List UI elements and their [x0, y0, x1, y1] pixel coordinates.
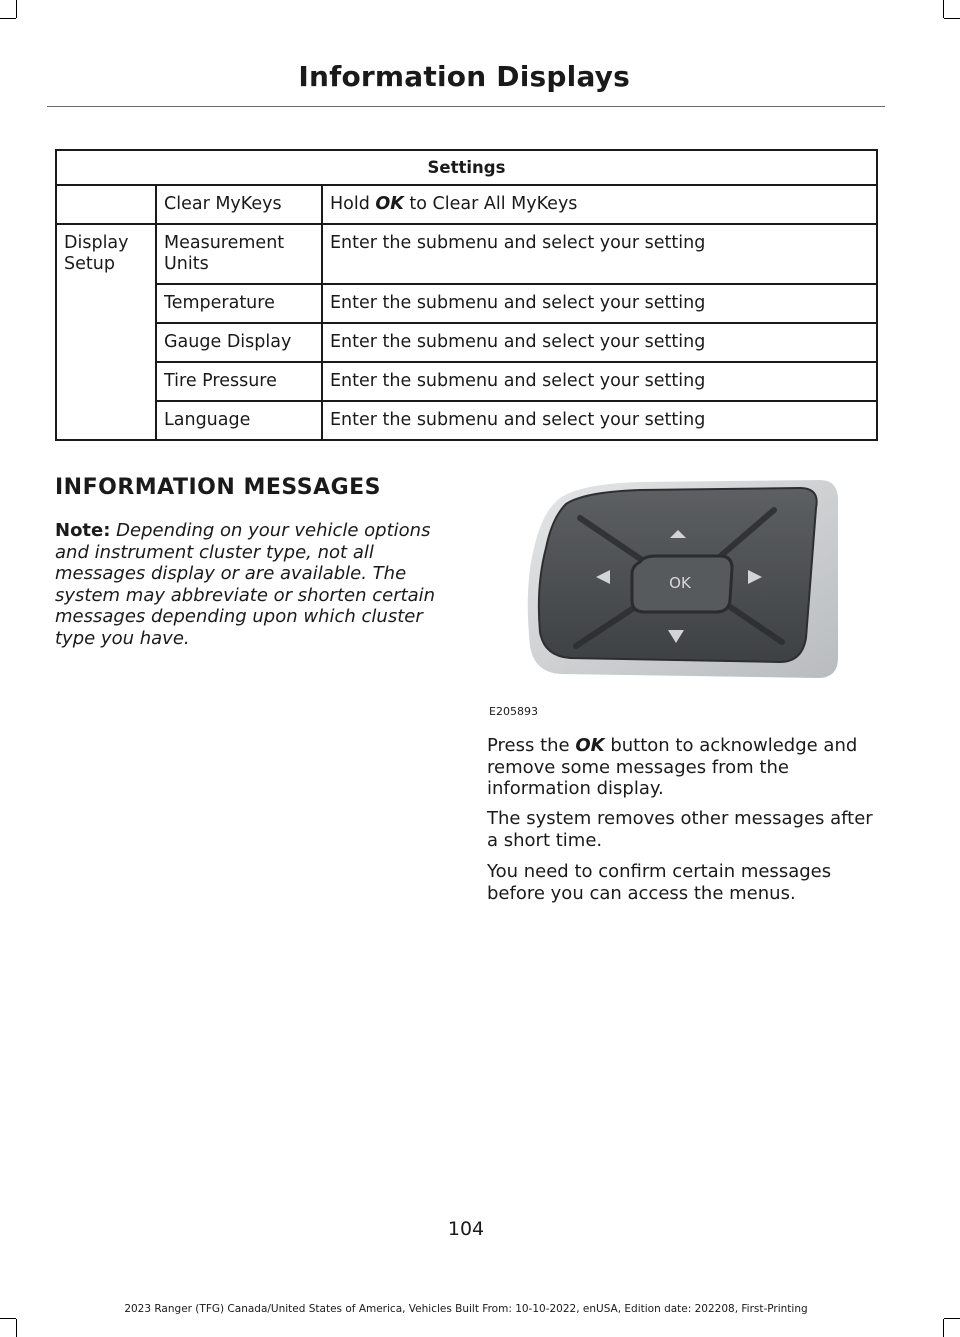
table-cell-group — [56, 185, 156, 224]
table-title: Settings — [56, 150, 877, 185]
table-row — [56, 362, 877, 401]
crop-mark — [0, 1318, 16, 1319]
table-cell-item: Measurement Units — [156, 224, 322, 284]
page-footer: 2023 Ranger (TFG) Canada/United States of America, Vehicles Built From: 10-10-2022, enUSA, Edition date: 202208, First-Printing — [124, 1303, 808, 1315]
table-cell-action — [322, 185, 877, 224]
table-cell-group: Display Setup — [56, 224, 156, 440]
body-paragraph: The system removes other messages after a short time. — [487, 808, 873, 851]
crop-mark — [943, 0, 944, 18]
table-row — [56, 401, 877, 440]
body-paragraph — [487, 735, 882, 800]
crop-mark — [943, 1319, 944, 1337]
note-label: Note: — [55, 520, 111, 541]
crop-mark — [0, 18, 16, 19]
table-row — [56, 185, 877, 224]
table-cell-item: Language — [156, 401, 322, 440]
settings-table — [55, 149, 878, 441]
crop-mark — [944, 18, 960, 19]
section-heading: INFORMATION MESSAGES — [55, 475, 382, 500]
table-cell-item: Temperature — [156, 284, 322, 323]
title-divider — [47, 106, 885, 107]
paragraph-text: button to acknowledge and remove some messages from the information display. — [487, 735, 858, 799]
ok-button-label: OK — [669, 574, 691, 592]
ok-emphasis: OK — [375, 194, 404, 214]
note-text: Depending on your vehicle options and instrument cluster type, not all messages display or are available. The system may abbreviate or shorten certain messages depending upon which cluster type you have. — [55, 520, 436, 649]
table-header-row — [56, 150, 877, 185]
figure-id: E205893 — [489, 705, 538, 718]
table-row — [56, 224, 877, 284]
steering-wheel-button-pad-figure — [520, 478, 842, 690]
table-cell-action: Enter the submenu and select your setting — [322, 362, 877, 401]
table-row — [56, 284, 877, 323]
action-text: to Clear All MyKeys — [403, 194, 578, 214]
table-row — [56, 323, 877, 362]
table-cell-action: Enter the submenu and select your setting — [322, 224, 877, 284]
table-cell-item: Clear MyKeys — [156, 185, 322, 224]
page-number: 104 — [447, 1218, 485, 1240]
crop-mark — [16, 0, 17, 18]
crop-mark — [944, 1318, 960, 1319]
table-cell-action: Enter the submenu and select your setting — [322, 284, 877, 323]
ok-emphasis: OK — [575, 735, 605, 756]
body-paragraph: You need to confirm certain messages before you can access the menus. — [487, 861, 832, 904]
table-cell-action: Enter the submenu and select your setting — [322, 401, 877, 440]
table-cell-item: Gauge Display — [156, 323, 322, 362]
note-paragraph — [55, 520, 440, 649]
action-text: Hold — [330, 194, 376, 214]
table-cell-item: Tire Pressure — [156, 362, 322, 401]
crop-mark — [16, 1319, 17, 1337]
paragraph-text: Press the — [487, 735, 576, 756]
page-title: Information Displays — [298, 60, 630, 93]
table-cell-action: Enter the submenu and select your setting — [322, 323, 877, 362]
